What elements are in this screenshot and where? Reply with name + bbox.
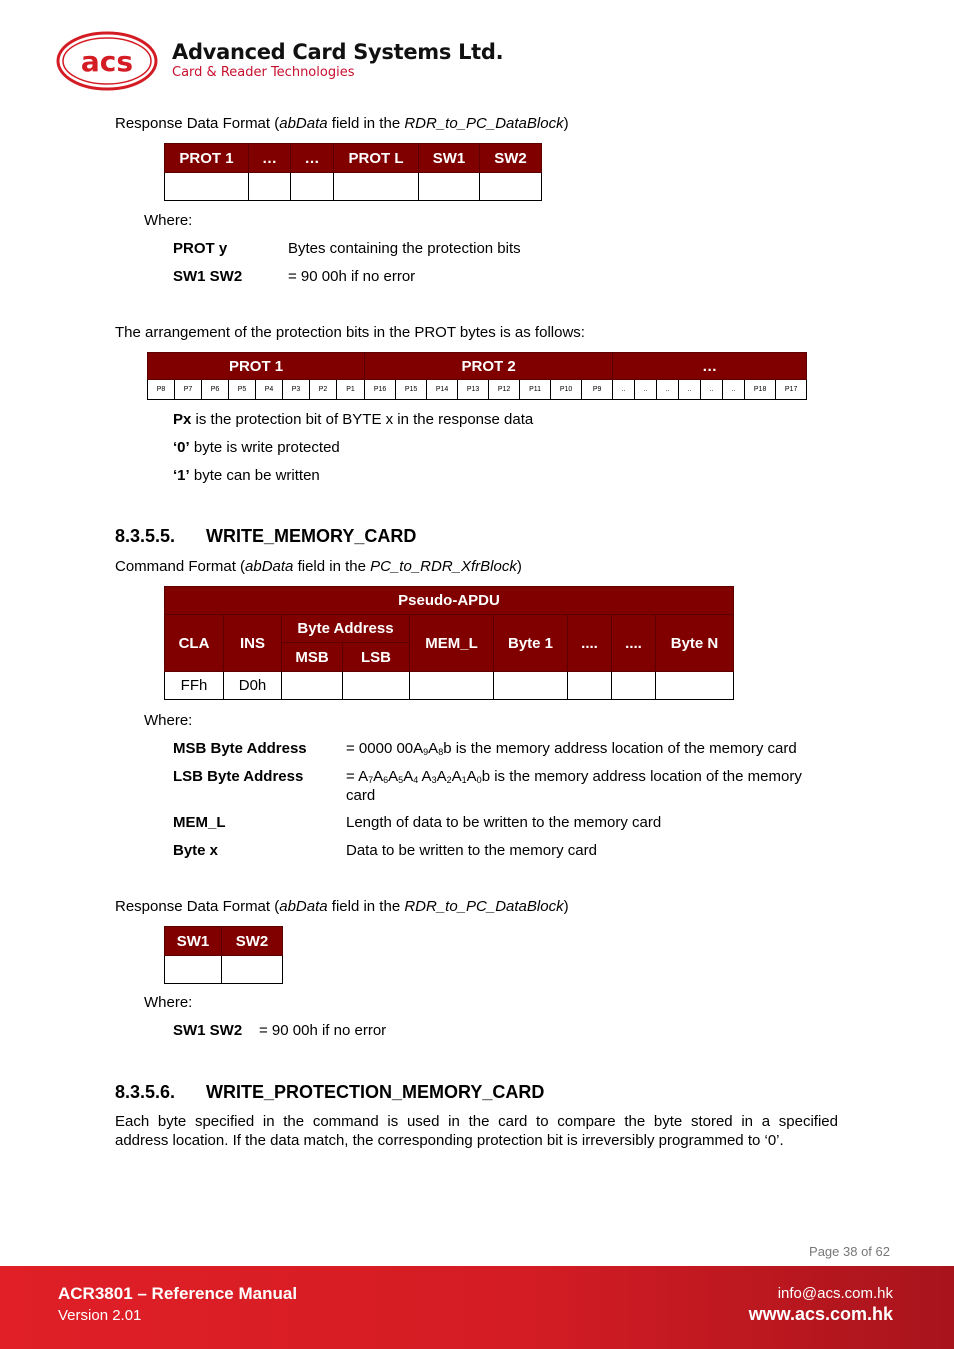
col-mem-l: MEM_L: [410, 615, 494, 672]
response-format-intro: Response Data Format (abData field in the RDR_to_PC_DataBlock): [115, 115, 569, 132]
def-desc-mem-l: Length of data to be written to the memory card: [346, 814, 662, 831]
group-prot1: PROT 1: [148, 353, 365, 380]
def-term-lsb: LSB Byte Address: [173, 768, 304, 785]
col-ellipsis: …: [291, 144, 334, 173]
col-ins: INS: [224, 615, 282, 672]
bit-cell: P10: [551, 380, 582, 400]
note-zero: ‘0’ byte is write protected: [173, 439, 340, 456]
def-term: PROT y: [173, 240, 228, 257]
def-desc-sw: = 90 00h if no error: [259, 1022, 387, 1039]
bit-cell: ..: [723, 380, 745, 400]
company-name: Advanced Card Systems Ltd.: [172, 40, 504, 64]
section-heading-write-protection: 8.3.5.6. WRITE_PROTECTION_MEMORY_CARD: [115, 1082, 545, 1102]
bit-cell: P3: [283, 380, 310, 400]
bit-cell: P1: [337, 380, 365, 400]
def-term-sw: SW1 SW2: [173, 1022, 243, 1039]
acs-logo-icon: [55, 30, 160, 94]
where-label: Where:: [144, 712, 193, 729]
bit-cell: P4: [256, 380, 283, 400]
col-sw2: SW2: [480, 144, 542, 173]
def-desc: Bytes containing the protection bits: [288, 240, 521, 257]
col-sw2: SW2: [222, 927, 283, 956]
def-desc-lsb: = $A_7A_6A_5A_4$ $A_3A_2A_1A_0b$ is the memory address location of the memory: [346, 768, 802, 785]
apdu-title: Pseudo-APDU: [165, 587, 734, 615]
where-label: Where:: [144, 994, 193, 1011]
manual-version: Version 2.01: [58, 1307, 142, 1324]
def-term-msb: MSB Byte Address: [173, 740, 307, 757]
col-byte-address: Byte Address: [282, 615, 410, 643]
where-label: Where:: [144, 212, 193, 229]
val-cla: FFh: [165, 672, 224, 700]
col-dots: ....: [568, 615, 612, 672]
response-table-2: [164, 926, 283, 984]
def-desc: = 90 00h if no error: [288, 268, 416, 285]
bit-cell: P12: [489, 380, 520, 400]
bit-cell: ..: [657, 380, 679, 400]
def-desc-msb: = 0000 $00A_9A_8b$ is the memory address location of the memory card: [346, 740, 797, 757]
col-cla: CLA: [165, 615, 224, 672]
response-table: [164, 143, 542, 201]
bit-cell: P18: [745, 380, 776, 400]
manual-title: ACR3801 – Reference Manual: [58, 1284, 298, 1303]
protection-bits-table: [147, 352, 807, 400]
col-byte1: Byte 1: [494, 615, 568, 672]
bit-cell: P8: [148, 380, 175, 400]
group-prot2: PROT 2: [365, 353, 613, 380]
arrangement-intro: The arrangement of the protection bits in the PROT bytes is as follows:: [115, 324, 585, 341]
section-body-line-1: Each byte specified in the command is used in the card to compare the byte stored in a specified: [115, 1113, 838, 1130]
bit-cell: P6: [202, 380, 229, 400]
val-ins: D0h: [224, 672, 282, 700]
def-term-byte-x: Byte x: [173, 842, 219, 859]
footer-bar: [0, 1266, 954, 1349]
footer-website[interactable]: www.acs.com.hk: [748, 1304, 893, 1324]
bit-cell: P16: [365, 380, 396, 400]
section-heading-write-memory-card: 8.3.5.5. WRITE_MEMORY_CARD: [115, 526, 417, 546]
pseudo-apdu-table: [164, 586, 734, 700]
bit-cell: ..: [701, 380, 723, 400]
col-msb: MSB: [282, 643, 343, 672]
bit-cell: P14: [427, 380, 458, 400]
bit-cell: P9: [582, 380, 613, 400]
group-ellipsis: …: [613, 353, 807, 380]
company-tagline: Card & Reader Technologies: [172, 65, 355, 80]
bit-cell: P5: [229, 380, 256, 400]
logo-mark-text: acs: [80, 45, 134, 78]
def-desc-lsb-cont: card: [346, 787, 376, 804]
bit-cell: ..: [679, 380, 701, 400]
col-ellipsis: …: [249, 144, 291, 173]
page-number: Page 38 of 62: [809, 1244, 890, 1259]
footer-email[interactable]: info@acs.com.hk: [777, 1285, 893, 1302]
col-protl: PROT L: [334, 144, 419, 173]
col-prot1: PROT 1: [165, 144, 249, 173]
command-format-intro: Command Format (abData field in the PC_to_RDR_XfrBlock): [115, 558, 522, 575]
col-lsb: LSB: [343, 643, 410, 672]
bit-cell: P13: [458, 380, 489, 400]
bit-cell: P11: [520, 380, 551, 400]
bit-cell: P15: [396, 380, 427, 400]
col-byten: Byte N: [656, 615, 734, 672]
company-logo: [55, 30, 504, 94]
response-format-intro-2: Response Data Format (abData field in the RDR_to_PC_DataBlock): [115, 898, 569, 915]
bit-cell: P7: [175, 380, 202, 400]
bit-cell: ..: [613, 380, 635, 400]
note-one: ‘1’ byte can be written: [173, 467, 320, 484]
col-sw1: SW1: [419, 144, 480, 173]
col-sw1: SW1: [165, 927, 222, 956]
def-term: SW1 SW2: [173, 268, 243, 285]
bit-cell: ..: [635, 380, 657, 400]
def-term-mem-l: MEM_L: [173, 814, 226, 831]
def-desc-byte-x: Data to be written to the memory card: [346, 842, 597, 859]
bit-cell: P17: [776, 380, 807, 400]
col-dots: ....: [612, 615, 656, 672]
note-px: Px is the protection bit of BYTE x in the response data: [173, 411, 534, 428]
section-body-line-2: address location. If the data match, the corresponding protection bit is irreversibly programmed to ‘0’.: [115, 1132, 784, 1149]
bit-cell: P2: [310, 380, 337, 400]
